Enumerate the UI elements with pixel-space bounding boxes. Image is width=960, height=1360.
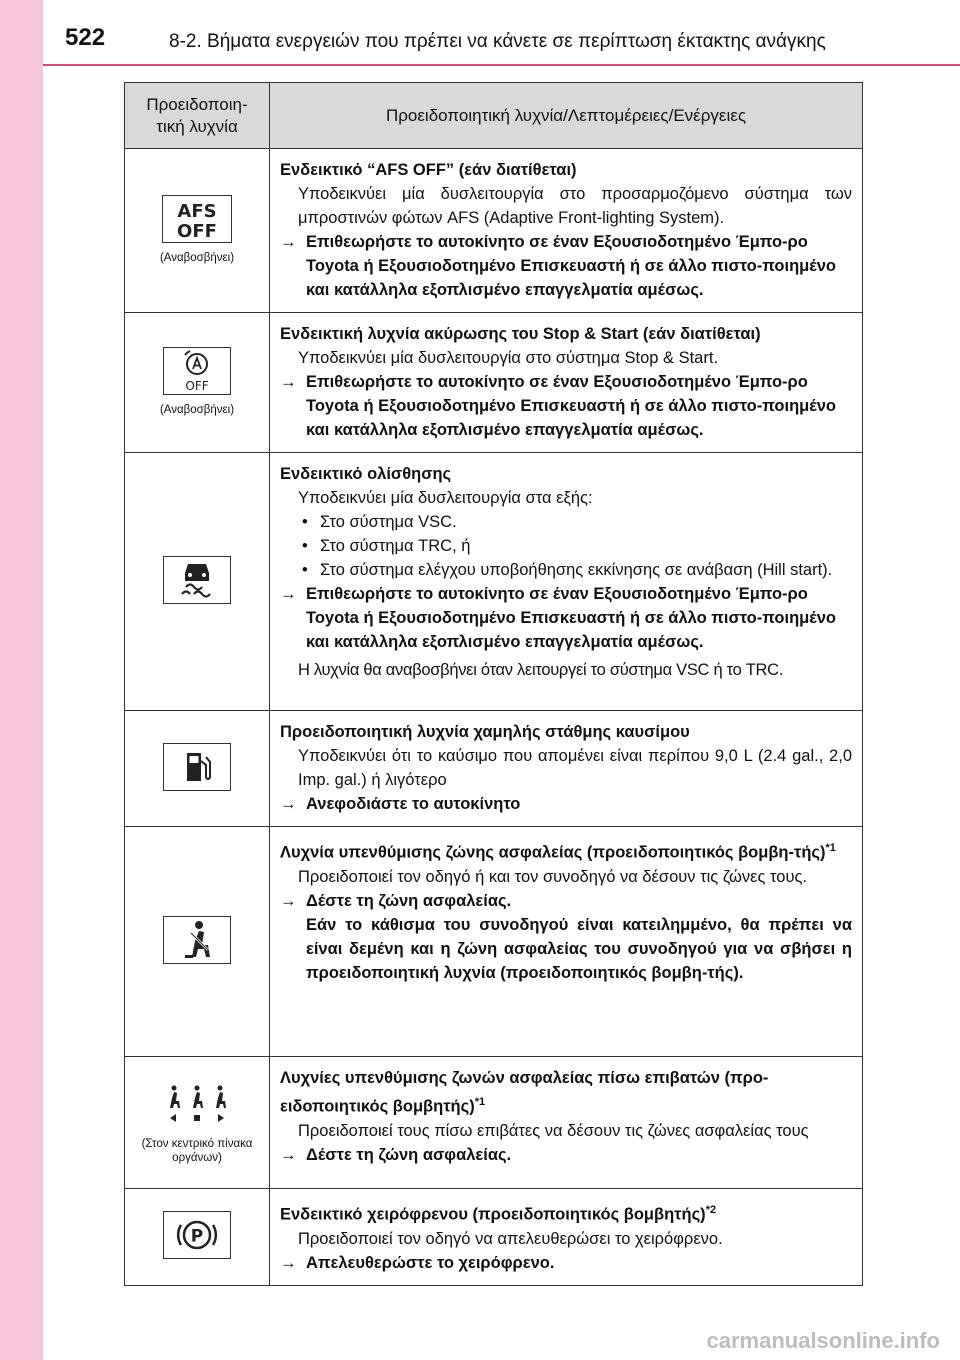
afs-icon-text-1: AFS [177, 201, 217, 223]
row-title-wrap [280, 836, 852, 865]
bullet-list [280, 510, 852, 582]
icon-cell [125, 1189, 270, 1286]
stop-start-off-icon [163, 347, 231, 395]
footnote-marker: *2 [705, 1204, 717, 1216]
icon-cell [125, 711, 270, 827]
page-edge-strip [0, 0, 43, 1360]
row-action-text: Δέστε τη ζώνη ασφαλείας. [306, 1145, 512, 1164]
details-cell [270, 827, 863, 1057]
table-header-row [125, 83, 863, 149]
table-row [125, 313, 863, 453]
details-cell [270, 1189, 863, 1286]
arrow-icon: → [280, 585, 297, 603]
row-action [280, 1251, 852, 1275]
icon-caption: (Στον κεντρικό πίνακα οργάνων) [141, 1137, 253, 1164]
table-row [125, 1057, 863, 1189]
warning-lights-table [124, 82, 863, 1286]
row-note: Η λυχνία θα αναβοσβήνει όταν λειτουργεί το σύστημα VSC ή το TRC. [298, 661, 784, 679]
row-action-detail: Εάν το κάθισμα του συνοδηγού είναι κατειλημμένο, θα πρέπει να είναι δεμένη και η ζώνη ασφαλείας του συνοδηγού για να σβήσει η προειδοποιητική λυχνία (προειδοποιητικός βομβη-τής). [306, 915, 852, 982]
row-action-text: Δέστε τη ζώνη ασφαλείας. [306, 891, 512, 910]
table-row [125, 453, 863, 711]
icon-caption: (Αναβοσβήνει) [159, 252, 235, 265]
col-header-light-text: Προειδοποιη- τική λυχνία [146, 95, 248, 136]
row-action [280, 230, 852, 302]
details-cell [270, 711, 863, 827]
icon-cell [125, 1057, 270, 1189]
icon-cell [125, 453, 270, 711]
row-action [280, 792, 852, 816]
row-action-text: Επιθεωρήστε το αυτοκίνητο σε έναν Εξουσιοδοτημένο Έμπο-ρο Toyota ή Εξουσιοδοτημένο Επισκευαστή ή σε άλλο πιστο-ποιημένο και κατάλληλα εξοπλισμένο επαγγελματία αμέσως. [306, 373, 836, 439]
icon-cell [125, 149, 270, 313]
row-title-wrap [280, 1066, 852, 1119]
details-cell [270, 313, 863, 453]
arrow-icon: → [280, 373, 297, 391]
icon-cell [125, 313, 270, 453]
row-title: Προειδοποιητική λυχνία χαμηλής στάθμης καυσίμου [280, 723, 690, 741]
row-title: Λυχνία υπενθύμισης ζώνης ασφαλείας (προειδοποιητικός βομβη-τής) [280, 843, 826, 862]
parking-brake-icon [163, 1211, 231, 1259]
arrow-icon: → [280, 891, 297, 910]
row-title: Λυχνίες υπενθύμισης ζωνών ασφαλείας πίσω επιβατών (προ-ειδοποιητικός βομβητής) [280, 1069, 769, 1116]
footnote-marker: *1 [474, 1096, 486, 1108]
row-description: Υποδεικνύει μία δυσλειτουργία στα εξής: [298, 489, 593, 507]
icon-cell [125, 827, 270, 1057]
row-action [280, 582, 852, 654]
arrow-icon: → [280, 795, 297, 813]
details-cell [270, 149, 863, 313]
table-row [125, 827, 863, 1057]
afs-off-icon [162, 195, 232, 243]
list-item: • Στο σύστημα VSC. [280, 510, 852, 534]
watermark: carmanualsonline.info [706, 1328, 940, 1353]
header-divider [43, 64, 960, 66]
row-description: Υποδεικνύει μία δυσλειτουργία στο προσαρμοζόμενο σύστημα των μπροστινών φώτων AFS (Adaptive Front-lighting System). [298, 185, 852, 227]
icon-caption: (Αναβοσβήνει) [159, 404, 235, 417]
list-item: • Στο σύστημα TRC, ή [280, 534, 852, 558]
col-header-details: Προειδοποιητική λυχνία/Λεπτομέρειες/Ενέργειες [270, 83, 863, 149]
row-title: Ενδεικτική λυχνία ακύρωσης του Stop & Start (εάν διατίθεται) [280, 325, 761, 343]
row-action [280, 889, 852, 913]
chapter-title: 8-2. Βήματα ενεργειών που πρέπει να κάνετε σε περίπτωση έκτακτης ανάγκης [169, 31, 826, 52]
svg-text:P: P [190, 1226, 204, 1247]
arrow-icon: → [280, 1253, 297, 1272]
table-row [125, 1189, 863, 1286]
table-row [125, 711, 863, 827]
fuel-pump-icon [163, 743, 231, 791]
footnote-marker: *1 [825, 842, 836, 854]
row-action-text: Επιθεωρήστε το αυτοκίνητο σε έναν Εξουσιοδοτημένο Έμπο-ρο Toyota ή Εξουσιοδοτημένο Επισκευαστή ή σε άλλο πιστο-ποιημένο και κατάλληλα εξοπλισμένο επαγγελματία αμέσως. [306, 233, 836, 299]
row-action-text: Επιθεωρήστε το αυτοκίνητο σε έναν Εξουσιοδοτημένο Έμπο-ρο Toyota ή Εξουσιοδοτημένο Επισκευαστή ή σε άλλο πιστο-ποιημένο και κατάλληλα εξοπλισμένο επαγγελματία αμέσως. [306, 585, 836, 651]
arrow-icon: → [280, 233, 297, 251]
seatbelt-icon [163, 916, 231, 964]
slip-indicator-icon [163, 556, 231, 604]
row-action-text: Απελευθερώστε το χειρόφρενο. [306, 1253, 555, 1272]
row-action [280, 370, 852, 442]
row-description: Προειδοποιεί τους πίσω επιβάτες να δέσουν τις ζώνες ασφαλείας τους [298, 1121, 809, 1140]
row-title: Ενδεικτικό χειρόφρενου (προειδοποιητικός βομβητής) [280, 1205, 706, 1224]
page-header [43, 0, 960, 68]
stop-start-icon-text: OFF [185, 379, 209, 394]
row-action [280, 1143, 852, 1167]
row-description: Υποδεικνύει ότι το καύσιμο που απομένει είναι περίπου 9,0 L (2.4 gal., 2,0 Imp. gal.) ή λιγότερο [298, 747, 852, 789]
row-title: Ενδεικτικό ολίσθησης [280, 465, 452, 483]
row-description: Προειδοποιεί τον οδηγό ή και τον συνοδηγό να δέσουν τις ζώνες τους. [298, 867, 808, 886]
list-item: • Στο σύστημα ελέγχου υποβοήθησης εκκίνησης σε ανάβαση (Hill start). [280, 558, 852, 582]
row-description: Προειδοποιεί τον οδηγό να απελευθερώσει το χειρόφρενο. [298, 1229, 723, 1248]
row-description: Υποδεικνύει μία δυσλειτουργία στο σύστημα Stop & Start. [298, 349, 719, 367]
page-number: 522 [65, 24, 106, 51]
rear-seatbelt-icon [162, 1080, 232, 1128]
row-title-wrap [280, 1198, 852, 1227]
row-action-text: Ανεφοδιάστε το αυτοκίνητο [306, 795, 521, 813]
arrow-icon: → [280, 1145, 297, 1164]
col-header-light [125, 83, 270, 149]
table-row [125, 149, 863, 313]
details-cell [270, 1057, 863, 1189]
row-title: Ενδεικτικό “AFS OFF” (εάν διατίθεται) [280, 161, 577, 179]
afs-icon-text-2: OFF [177, 221, 217, 243]
details-cell [270, 453, 863, 711]
